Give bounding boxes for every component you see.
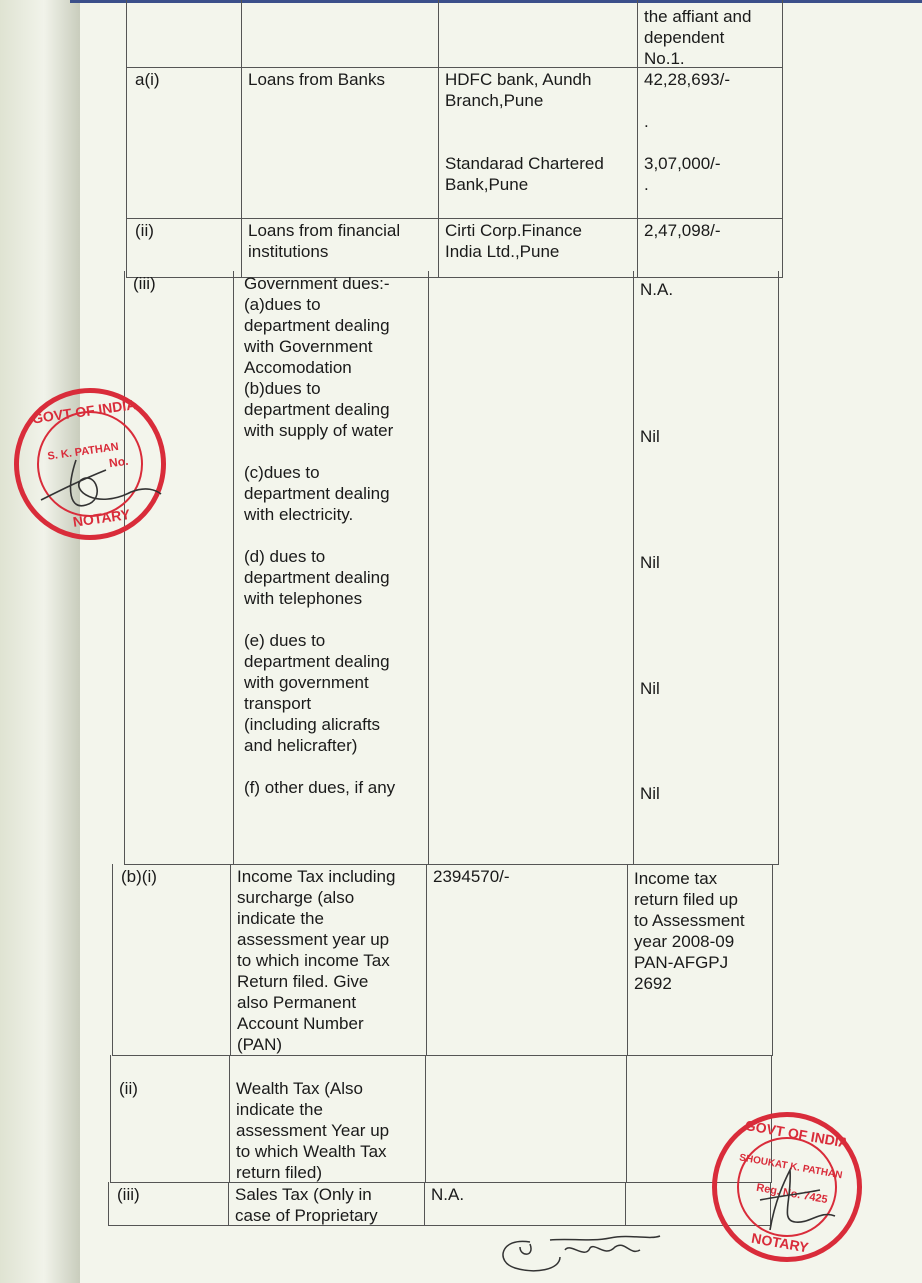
row-ii-label: (ii) <box>126 218 242 278</box>
row-sales-amount: N.A. <box>424 1182 626 1226</box>
row-iii-amount-col3 <box>428 271 634 865</box>
row-sales-description: Sales Tax (Only in case of Proprietary <box>228 1182 425 1226</box>
row-ii-lender: Cirti Corp.Finance India Ltd.,Pune <box>438 218 638 278</box>
row-ii-amount: 2,47,098/- <box>637 218 783 278</box>
row-bi-description: Income Tax including surcharge (also indicate the assessment year up to which income Tax Return filed. Give also Permanent Account Number (PAN) <box>230 864 427 1056</box>
handwritten-mark-bottom <box>490 1222 680 1282</box>
seal-left-top-text: GOVT OF INDIA <box>31 396 138 427</box>
seal-right-top-text: GOVT OF INDIA <box>743 1116 850 1151</box>
seal-right-middle-text: SHOUKAT K. PATHAN <box>738 1152 844 1182</box>
row-ai-description: Loans from Banks <box>241 67 439 219</box>
table-header-col1 <box>126 0 242 68</box>
seal-left-middle-text: S. K. PATHAN <box>46 440 120 463</box>
row-ai-amount: 42,28,693/- . 3,07,000/- . <box>637 67 783 219</box>
row-iii-description: Government dues:- (a)dues to department dealing with Government Accomodation (b)dues to department dealing with supply of water (c)dues to department dealing with electricity. (d) dues to department dealing with telephones (e) dues to department dealing with government transport (including alicrafts and helicrafter) (f) other dues, if any <box>233 271 429 865</box>
row-wealth-description: Wealth Tax (Also indicate the assessment Year up to which Wealth Tax return filed) <box>229 1055 426 1183</box>
table-header-col3 <box>438 0 638 68</box>
table-header-col4: the affiant and dependent No.1. <box>637 0 783 68</box>
seal-left-bottom-text: NOTARY <box>71 506 132 530</box>
row-ai-label: a(i) <box>126 67 242 219</box>
signature-right <box>750 1160 840 1250</box>
row-iii-label: (iii) <box>124 271 234 865</box>
row-wealth-amount <box>425 1055 627 1183</box>
row-bi-remarks: Income tax return filed up to Assessment year 2008-09 PAN-AFGPJ 2692 <box>627 864 773 1056</box>
seal-right-no-text: Reg. No. 7425 <box>755 1181 829 1207</box>
seal-left-no-text: No. <box>108 453 130 471</box>
row-bi-label: (b)(i) <box>112 864 231 1056</box>
binder-margin <box>0 0 80 1283</box>
signature-left <box>36 450 166 530</box>
row-sales-label: (iii) <box>108 1182 229 1226</box>
table-header-col2 <box>241 0 439 68</box>
row-wealth-label: (ii) <box>110 1055 230 1183</box>
seal-right-bottom-text: NOTARY <box>750 1229 810 1256</box>
row-bi-amount: 2394570/- <box>426 864 628 1056</box>
row-ai-lender: HDFC bank, Aundh Branch,Pune Standarad Chartered Bank,Pune <box>438 67 638 219</box>
row-iii-amount: N.A. Nil Nil Nil Nil <box>633 271 779 865</box>
row-ii-description: Loans from financial institutions <box>241 218 439 278</box>
